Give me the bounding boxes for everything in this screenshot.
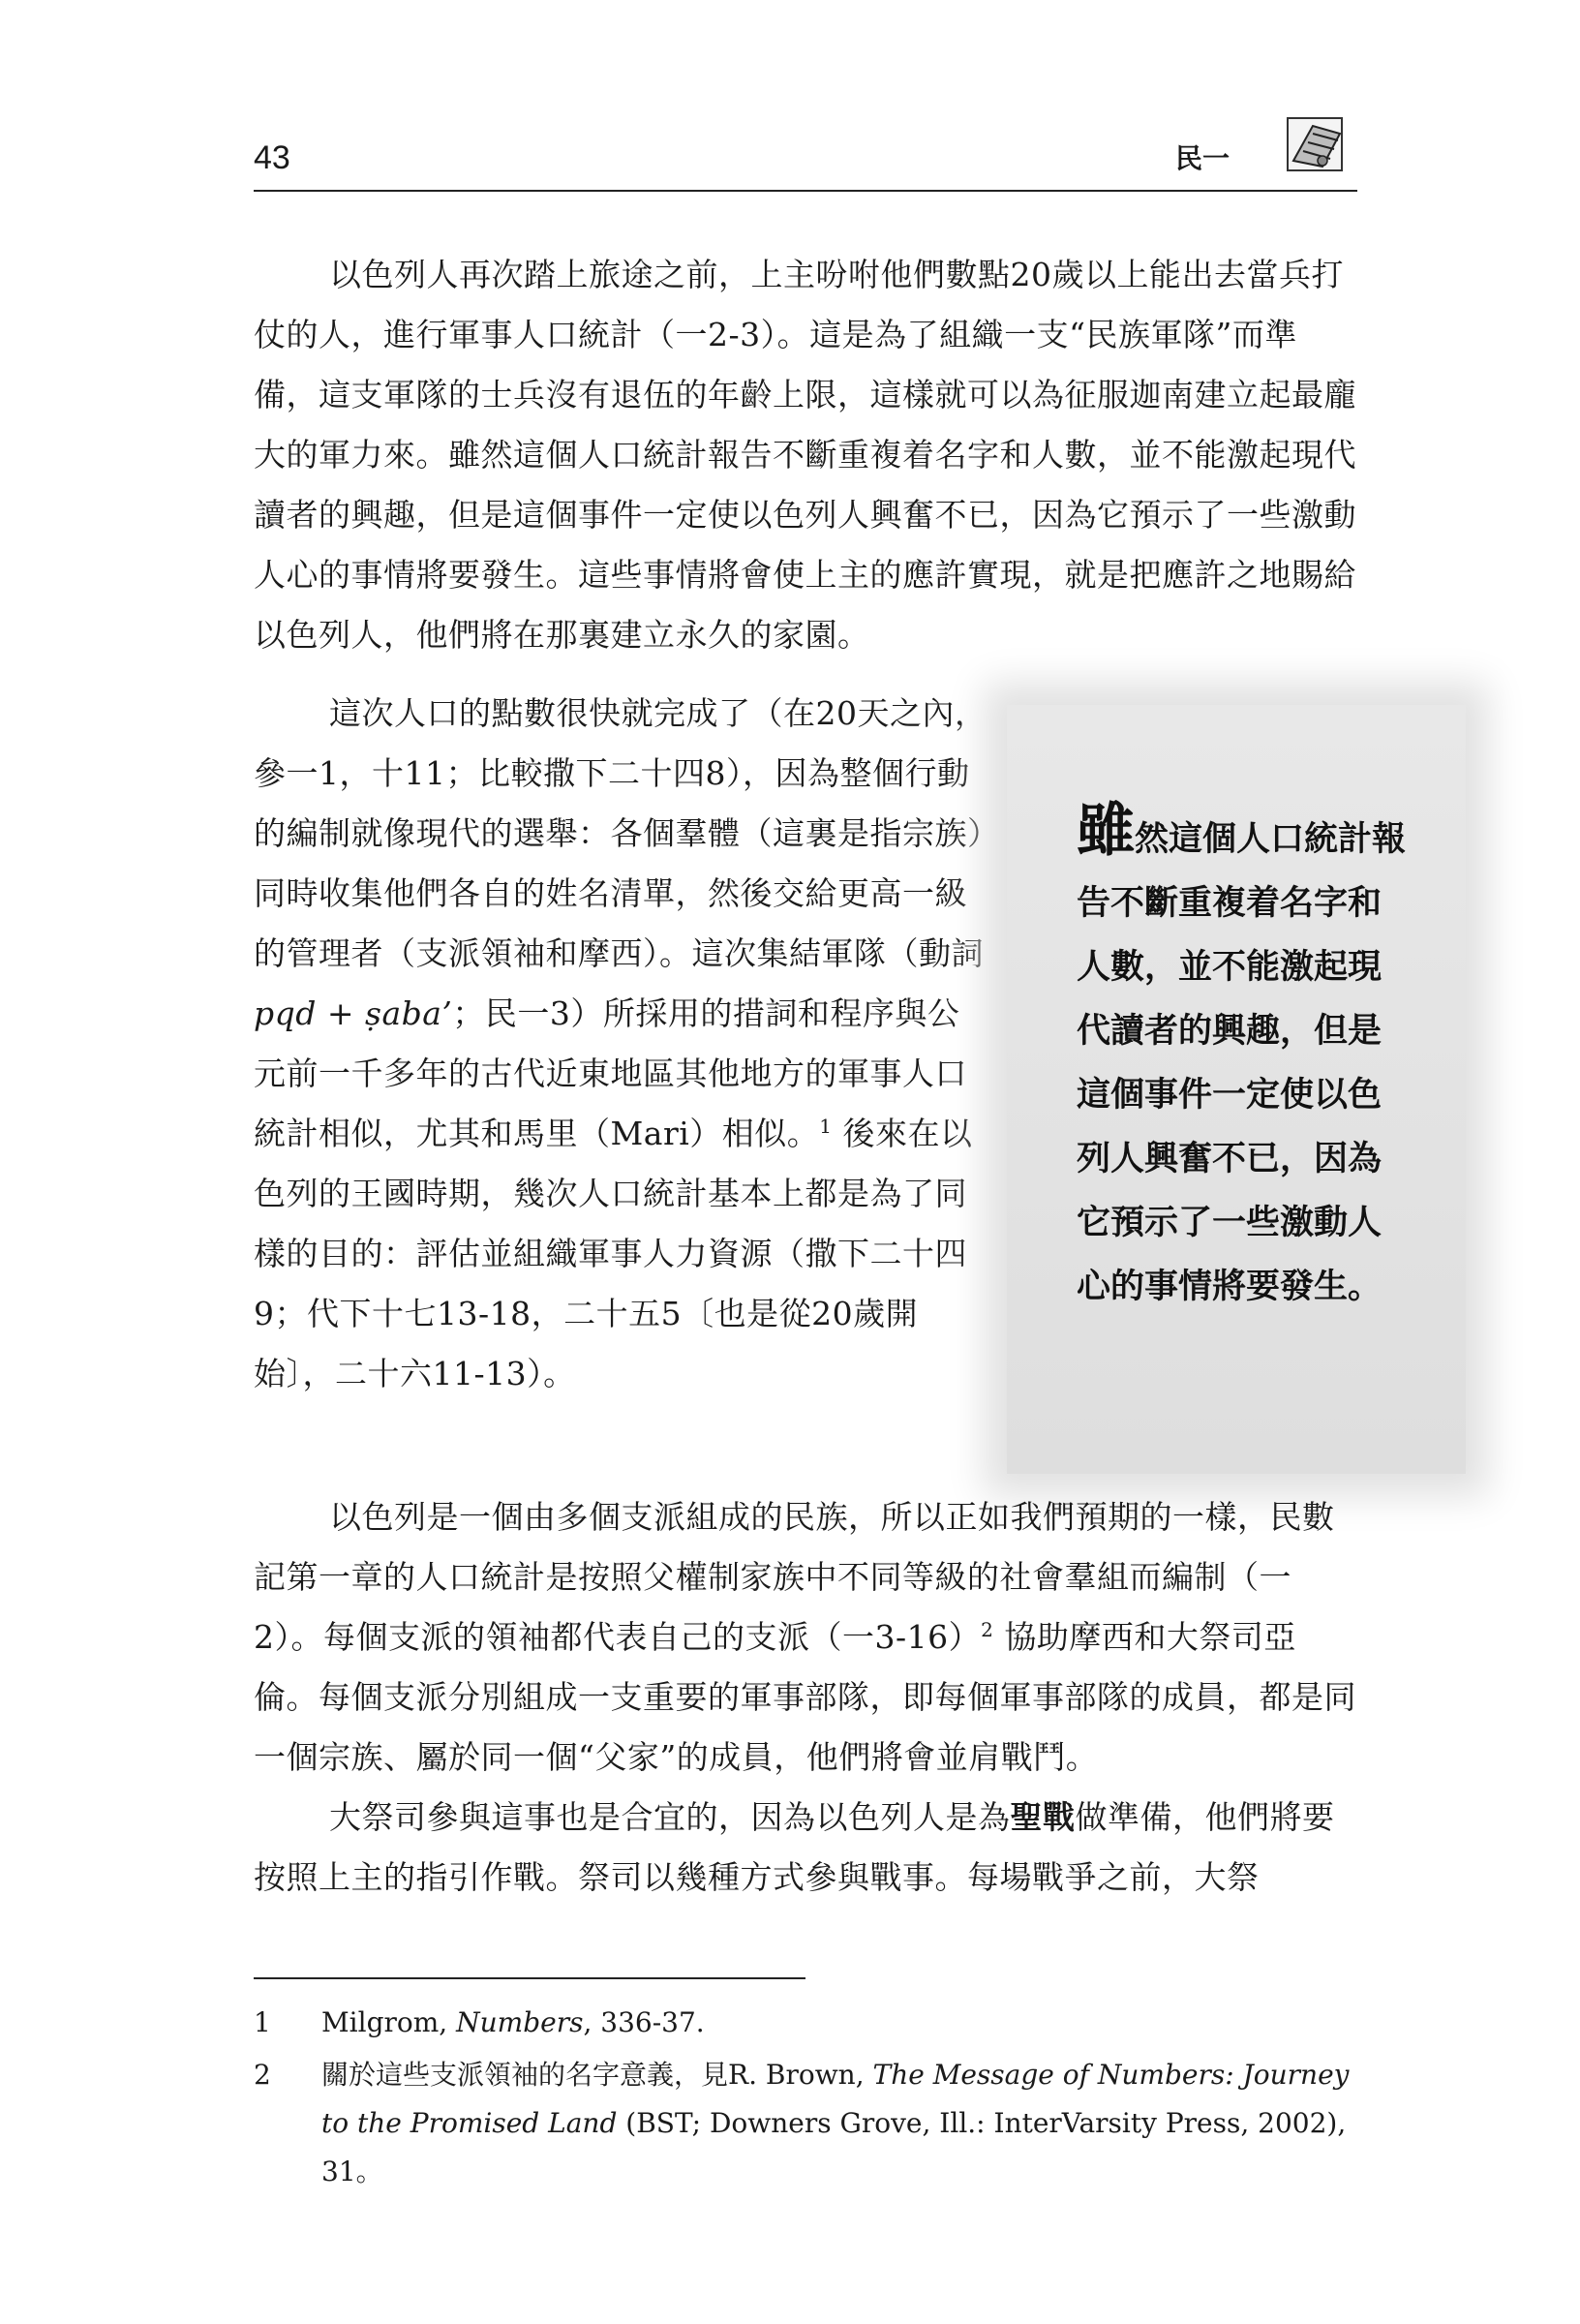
footnote-title: The Message of Numbers: Journey to the Promised Land [321,2059,1350,2139]
paragraph-4 [254,1788,1357,1908]
paragraph-2-text-c: 後來在以色列的王國時期，幾次人口統計基本上都是為了同樣的目的：評估並組織軍事人力資源（撒下二十四9；代下十七13-18，二十五5〔也是從20歲開始〕，二十六11-13）。 [254,1115,973,1392]
pull-quote-box [1007,705,1466,1474]
paragraph-2-text-b: ；民一3）所採用的措詞和程序與公元前一千多年的古代近東地區其他地方的軍事人口統計相似，尤其和馬里（Mari）相似。 [254,994,967,1152]
pull-quote-dropcap: 雖 [1077,797,1135,865]
pull-quote-body: 然這個人口統計報告不斷重複着名字和人數，並不能激起現代讀者的興趣，但是這個事件一定使以色列人興奮不已，因為它預示了一些激動人心的事情將要發生。 [1077,820,1407,1306]
paragraph-1 [254,245,1357,665]
footnote-number: 2 [254,2059,271,2091]
paragraph-4-text-a: 大祭司參與這事也是合宜的，因為以色列人是為 [329,1798,1011,1836]
footnote-ref-2[interactable]: 2 [981,1618,994,1641]
footnote-text-pre: Milgrom, [321,2006,457,2038]
header-rule [254,190,1357,192]
paragraph-2-text-a: 這次人口的點數很快就完成了（在20天之內，參一1，十11；比較撒下二十四8），因為整個行動的編制就像現代的選舉：各個羣體（這裏是指宗族）同時收集他們各自的姓名清單，然後交給更高一級的管理者（支派領袖和摩西）。這次集結軍隊（動詞 [254,694,988,972]
book-scroll-icon [1284,112,1348,174]
paragraph-3-text-a: 以色列是一個由多個支派組成的民族，所以正如我們預期的一樣，民數記第一章的人口統計是按照父權制家族中不同等級的社會羣組而編制（一2）。每個支派的領袖都代表自己的支派（一3-16） [254,1498,1335,1656]
footnote-text-pre: 關於這些支派領袖的名字意義，見R. Brown, [321,2059,873,2091]
footnote-rule [254,1977,805,1979]
holy-war-term: 聖戰 [1010,1798,1076,1836]
chapter-label: 民一 [1174,142,1230,174]
footnote-text [321,1999,1367,2047]
paragraph-1-text: 以色列人再次踏上旅途之前，上主吩咐他們數點20歲以上能出去當兵打仗的人，進行軍事人口統計（一2-3）。這是為了組織一支“民族軍隊”而準備，這支軍隊的士兵沒有退伍的年齡上限，這樣就可以為征服迦南建立起最龐大的軍力來。雖然這個人口統計報告不斷重複着名字和人數，並不能激起現代讀者的興趣，但是這個事件一定使以色列人興奮不已，因為它預示了一些激動人心的事情將要發生。這些事情將會使上主的應許實現，就是把應許之地賜給以色列人，他們將在那裏建立永久的家園。 [254,256,1356,654]
footnote-title: Numbers [456,2006,584,2038]
footnote-ref-1[interactable]: 1 [819,1115,833,1138]
paragraph-4-text-b: 做準備，他們將要按照上主的指引作戰。祭司以幾種方式參與戰事。每場戰爭之前，大祭 [254,1798,1335,1896]
footnote-text [321,2051,1367,2196]
paragraph-2 [254,684,989,1404]
page-number: 43 [254,139,290,176]
page-header [254,136,1357,192]
footnote-text-post: , 336-37. [583,2006,705,2038]
hebrew-term: pqd + ṣaba’ [254,994,453,1032]
footnote-text-post: (BST; Downers Grove, Ill.: InterVarsity Press, 2002), 31。 [321,2107,1347,2187]
paragraph-3 [254,1487,1357,1788]
pull-quote-text [1077,797,1407,1319]
paragraph-3-text-b: 協助摩西和大祭司亞倫。每個支派分別組成一支重要的軍事部隊，即每個軍事部隊的成員，都是同一個宗族、屬於同一個“父家”的成員，他們將會並肩戰鬥。 [254,1618,1356,1776]
footnote-number: 1 [254,2006,271,2038]
